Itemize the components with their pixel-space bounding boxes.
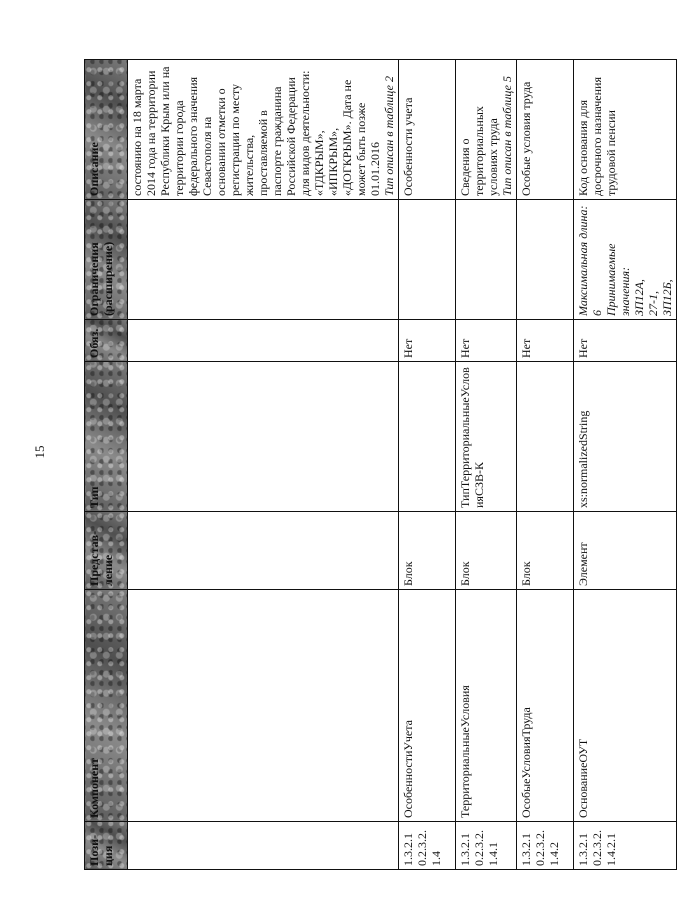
description-type-note: Тип описан в таблице 2	[382, 76, 396, 196]
cell-type	[128, 362, 399, 512]
page-number: 15	[32, 445, 47, 459]
restriction-line: ЗП12Б,	[660, 279, 674, 316]
cell-position: 1.3.2.1 0.2.3.2. 1.4.1	[456, 822, 517, 870]
table-row	[399, 60, 456, 870]
cell-representation: Блок	[517, 512, 574, 590]
cell-description	[128, 60, 399, 200]
description-text: состоянию на 18 марта 2014 года на территории Республики Крым или на территории города федерального значения Севастополя на основании отметки о регистрации по месту жительства, проставляемой в паспорте гражданина Российской Федерации для видов деятельности: «ТДКРЫМ», «ИПКРЫМ», «ДОГКРЫМ». Дата не может быть позже 01.01.2016	[130, 66, 382, 196]
cell-restrictions	[574, 200, 677, 320]
header-required: Обяз.	[85, 320, 128, 362]
header-restrictions: Ограничения (расширение)	[85, 200, 128, 320]
cell-restrictions	[456, 200, 517, 320]
rotated-table-region	[84, 60, 674, 870]
header-component: Компонент	[85, 590, 128, 822]
description-text: Сведения о территориальных условиях труда	[458, 106, 500, 196]
cell-position: 1.3.2.1 0.2.3.2. 1.4	[399, 822, 456, 870]
description-text: Особенности учета	[401, 97, 415, 196]
cell-required: Нет	[517, 320, 574, 362]
cell-component: ОснованиеОУТ	[574, 590, 677, 822]
table-row	[574, 60, 677, 870]
cell-representation	[128, 512, 399, 590]
cell-type	[517, 362, 574, 512]
cell-restrictions	[399, 200, 456, 320]
header-representation: Представ-ление	[85, 512, 128, 590]
cell-required: Нет	[574, 320, 677, 362]
component-table	[84, 59, 677, 870]
cell-description	[517, 60, 574, 200]
header-description: Описание	[85, 60, 128, 200]
cell-required: Нет	[456, 320, 517, 362]
cell-description	[574, 60, 677, 200]
cell-required	[128, 320, 399, 362]
header-type: Тип	[85, 362, 128, 512]
table-row	[128, 60, 399, 870]
cell-representation: Блок	[456, 512, 517, 590]
cell-required: Нет	[399, 320, 456, 362]
cell-representation: Блок	[399, 512, 456, 590]
cell-representation: Элемент	[574, 512, 677, 590]
header-position: Пози-ция	[85, 822, 128, 870]
cell-type	[399, 362, 456, 512]
cell-restrictions	[128, 200, 399, 320]
cell-type: ТипТерриториальныеУсловияСЗВ-К	[456, 362, 517, 512]
description-type-note: Тип описан в таблице 5	[500, 76, 514, 196]
cell-component: ОсобыеУсловияТруда	[517, 590, 574, 822]
description-text: Код основания для досрочного назначения трудовой пенсии	[576, 77, 618, 196]
table-header-row	[85, 60, 128, 870]
restriction-line: 27-1,	[646, 291, 660, 316]
restriction-line: Принимаемые значения:	[604, 243, 632, 316]
cell-position: 1.3.2.1 0.2.3.2. 1.4.2.1	[574, 822, 677, 870]
restriction-line: Максимальная длина: 6	[576, 205, 604, 316]
cell-restrictions	[517, 200, 574, 320]
description-text: Особые условия труда	[519, 81, 533, 196]
cell-position: 1.3.2.1 0.2.3.2. 1.4.2	[517, 822, 574, 870]
cell-component	[128, 590, 399, 822]
cell-component: ОсобенностиУчета	[399, 590, 456, 822]
cell-component: ТерриториальныеУсловия	[456, 590, 517, 822]
cell-description	[399, 60, 456, 200]
cell-position	[128, 822, 399, 870]
cell-description	[456, 60, 517, 200]
restriction-line: ЗП12А,	[632, 279, 646, 316]
cell-type: xs:normalizedString	[574, 362, 677, 512]
table-row	[456, 60, 517, 870]
table-row	[517, 60, 574, 870]
